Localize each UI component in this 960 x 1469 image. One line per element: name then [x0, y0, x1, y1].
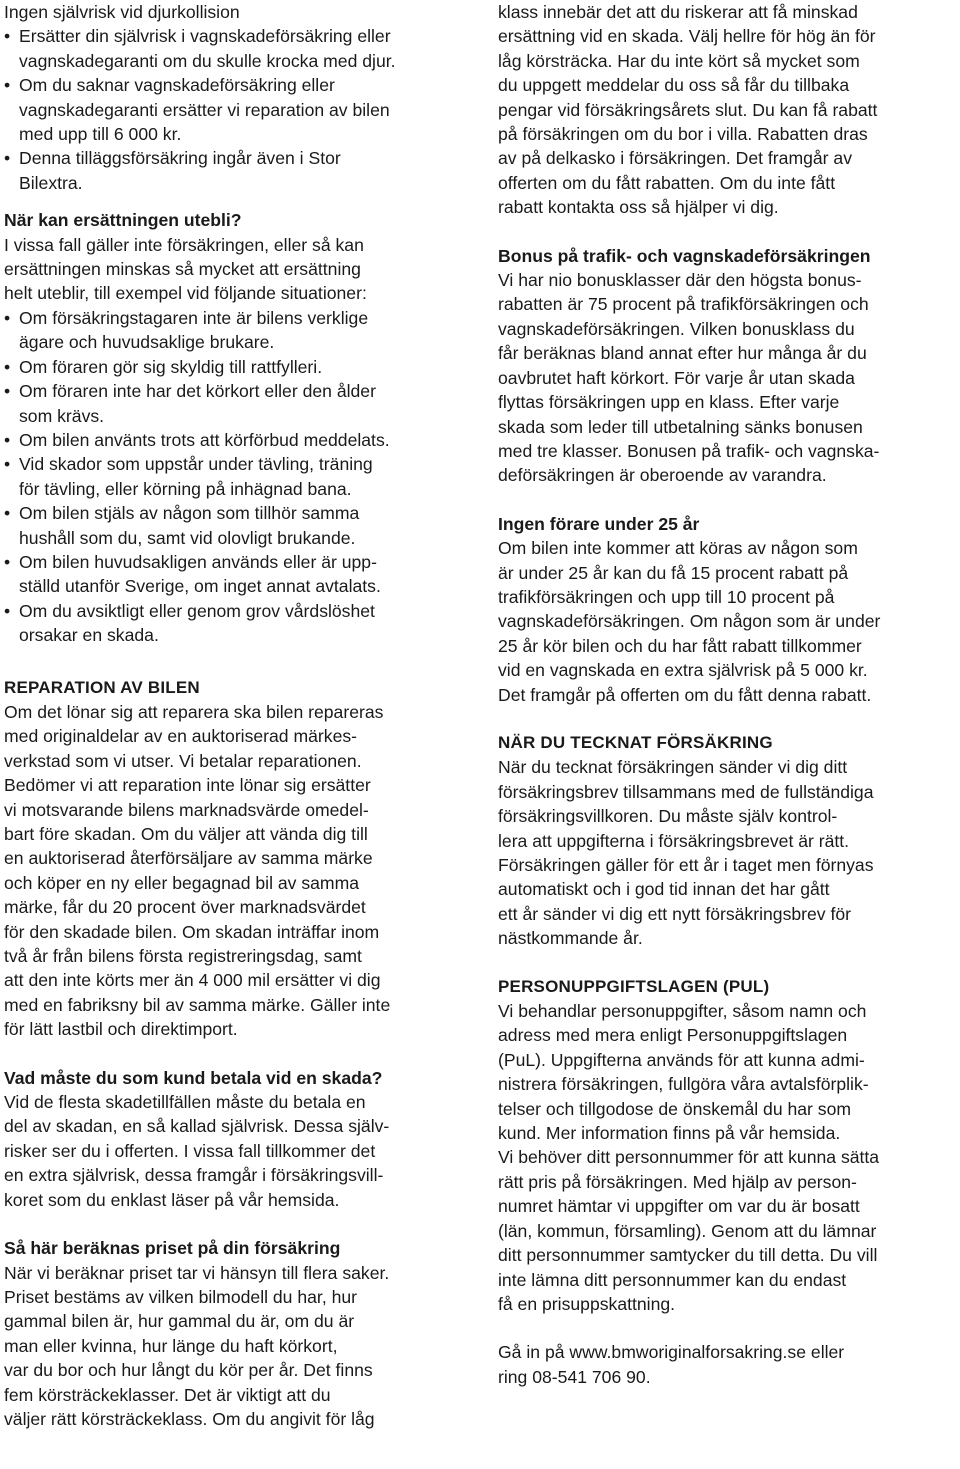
text-line: av på delkasko i försäkringen. Det framgår av — [498, 148, 852, 169]
text-line: Försäkringen gäller för ett år i taget men förnyas — [498, 855, 874, 875]
text-line: är under 25 år kan du få 15 procent rabatt på — [498, 562, 849, 583]
utebli-bullet-list — [4, 306, 474, 648]
text-line: med en fabriksny bil av samma märke. Gäller inte — [4, 994, 391, 1015]
pul-paragraph — [498, 999, 960, 1316]
continued-paragraph — [498, 0, 960, 220]
text-line: få en prisuppskattning. — [498, 1293, 676, 1314]
text-line: kund. Mer information finns på vår hemsida. — [498, 1123, 841, 1144]
text-line: Det framgår på offerten om du fått denna rabatt. — [498, 684, 872, 705]
utebli-paragraph — [4, 233, 474, 306]
bullet-line — [4, 306, 474, 330]
bullet-dot-icon: • — [4, 503, 11, 524]
text-line: vagnskadeförsäkringen. Om någon som är under — [498, 611, 881, 632]
text-line: 25 år kör bilen och du har fått rabatt tillkommer — [498, 635, 862, 656]
text-line: gammal bilen är, hur gammal du är, om du är — [4, 1311, 355, 1332]
reparation-heading: REPARATION AV BILEN — [4, 677, 200, 697]
text-line: ett år sänder vi dig ett nytt försäkringsbrev för — [498, 903, 852, 924]
bullet-line — [4, 24, 474, 48]
bullet-continuation: vagnskadegaranti ersätter vi reparation av bilen — [19, 99, 390, 120]
text-line: (PuL). Uppgifterna används för att kunna admi- — [498, 1049, 865, 1070]
text-line: Vi behöver ditt personnummer för att kunna sätta — [498, 1147, 880, 1168]
text-line: deförsäkringen är oberoende av varandra. — [498, 465, 827, 486]
text-line: att den inte körts mer än 4 000 mil ersätter vi dig — [4, 970, 381, 991]
bullet-continuation: med upp till 6 000 kr. — [19, 124, 182, 145]
bullet-dot-icon: • — [4, 429, 11, 450]
text-line: flyttas försäkringen upp en klass. Efter varje — [498, 392, 840, 413]
forare-heading: Ingen förare under 25 år — [498, 513, 700, 534]
text-line: rätt pris på försäkringen. Med hjälp av person- — [498, 1171, 857, 1192]
bonus-heading: Bonus på trafik- och vagnskadeförsäkringen — [498, 245, 871, 266]
bullet-dot-icon: • — [4, 75, 11, 96]
text-line: trafikförsäkringen och upp till 10 procent på — [498, 586, 835, 607]
tecknat-paragraph — [498, 755, 960, 950]
text-line: bart före skadan. Om du väljer att vända dig till — [4, 824, 368, 844]
text-line: märke, får du 20 procent över marknadsvärdet — [4, 897, 366, 918]
bullet-text: Om bilen huvudsakligen används eller är upp- — [19, 551, 377, 572]
text-line: fem körsträckeklasser. Det är viktigt att du — [4, 1384, 331, 1405]
text-line: rabatten är 75 procent på trafikförsäkringen och — [498, 294, 869, 315]
bullet-dot-icon: • — [4, 381, 11, 402]
bullet-text: Om du saknar vagnskadeförsäkring eller — [19, 75, 335, 96]
text-line: ersättning vid en skada. Välj hellre för hög än för — [498, 26, 876, 47]
text-line: en auktoriserad återförsäljare av samma märke — [4, 848, 373, 869]
bullet-item — [4, 428, 474, 452]
bullet-dot-icon: • — [4, 600, 11, 621]
bullet-item — [4, 355, 474, 379]
left-column — [4, 0, 474, 1431]
text-line: Priset bestäms av vilken bilmodell du har, hur — [4, 1286, 358, 1307]
text-line: automatiskt och i god tid innan det har gått — [498, 879, 830, 900]
bullet-text: Om bilen använts trots att körförbud meddelats. — [19, 429, 390, 450]
text-line: lera att uppgifterna i försäkringsbrevet är rätt. — [498, 830, 850, 851]
bullet-dot-icon: • — [4, 551, 11, 572]
text-line: Vi har nio bonusklasser där den högsta bonus- — [498, 270, 862, 291]
text-line: vi motsvarande bilens marknadsvärde omedel- — [4, 799, 369, 820]
text-line: oavbrutet haft körkort. För varje år utan skada — [498, 367, 855, 388]
text-line: försäkringsbrev tillsammans med de fullständiga — [498, 781, 874, 802]
bullet-continuation: som krävs. — [19, 405, 105, 426]
text-line: inte lämna ditt personnummer kan du endast — [498, 1269, 847, 1290]
text-line: väljer rätt körsträckeklass. Om du angivit för låg — [4, 1408, 375, 1429]
text-line: ersättningen minskas så mycket att ersättning — [4, 259, 361, 280]
text-line: var du bor och hur långt du kör per år. Det finns — [4, 1360, 373, 1381]
bullet-text: Om du avsiktligt eller genom grov vårdslöshet — [19, 600, 375, 621]
bullet-item — [4, 146, 474, 195]
bullet-text: Ersätter din självrisk i vagnskadeförsäkring eller — [19, 26, 391, 47]
text-line: risker ser du i offerten. I vissa fall tillkommer det — [4, 1140, 376, 1161]
text-line: adress med mera enligt Personuppgiftslagen — [498, 1025, 848, 1046]
text-line: två år från bilens första registreringsdag, samt — [4, 946, 362, 967]
bullet-item — [4, 24, 474, 73]
betala-paragraph — [4, 1090, 474, 1212]
bullet-item — [4, 550, 474, 599]
text-line: du uppgett meddelar du oss så får du tillbaka — [498, 75, 850, 96]
text-line: koret som du enklast läser på vår hemsida. — [4, 1189, 340, 1210]
contact-paragraph — [498, 1340, 960, 1389]
text-line: vid en vagnskada en extra självrisk på 5 000 kr. — [498, 660, 868, 681]
bullet-text: Om föraren inte har det körkort eller den ålder — [19, 381, 376, 402]
text-line: ring 08-541 706 90. — [498, 1366, 651, 1387]
bullet-line — [4, 550, 474, 574]
bullet-item — [4, 379, 474, 428]
forare-paragraph — [498, 536, 960, 707]
text-line: med tre klasser. Bonusen på trafik- och vagnska- — [498, 440, 880, 461]
text-line: klass innebär det att du riskerar att få minskad — [498, 2, 858, 22]
text-line: och köper en ny eller begagnad bil av samma — [4, 872, 360, 893]
text-line: Om det lönar sig att reparera ska bilen repareras — [4, 701, 384, 722]
bullet-continuation: för tävling, eller körning på inhägnad bana. — [19, 478, 352, 499]
text-line: för den skadade bilen. Om skadan inträffar inom — [4, 921, 380, 942]
text-line: försäkringsvillkoren. Du måste själv kontrol- — [498, 806, 838, 827]
text-line: telser och tillgodose de önskemål du har som — [498, 1098, 852, 1119]
text-line: offerten om du fått rabatten. Om du inte fått — [498, 172, 836, 193]
bullet-dot-icon: • — [4, 148, 11, 169]
text-line: del av skadan, en så kallad självrisk. Dessa själv- — [4, 1116, 390, 1137]
bullet-continuation: hushåll som du, samt vid olovligt brukande. — [19, 527, 356, 548]
text-line: Om bilen inte kommer att köras av någon som — [498, 538, 858, 559]
text-line: När vi beräknar priset tar vi hänsyn till flera saker. — [4, 1262, 390, 1283]
text-line: låg körsträcka. Har du inte kört så mycket som — [498, 50, 860, 71]
bullet-continuation: orsakar en skada. — [19, 625, 159, 646]
bullet-text: Denna tilläggsförsäkring ingår även i Stor — [19, 148, 341, 169]
bullet-continuation: ställd utanför Sverige, om inget annat avtalats. — [19, 576, 381, 597]
bullet-line — [4, 428, 474, 452]
text-line: I vissa fall gäller inte försäkringen, eller så kan — [4, 234, 364, 255]
text-line: Gå in på www.bmworiginalforsakring.se eller — [498, 1342, 845, 1363]
pul-heading: PERSONUPPGIFTSLAGEN (PUL) — [498, 976, 770, 996]
text-line: ditt personnummer samtycker du till detta. Du vill — [498, 1245, 878, 1266]
text-line: När du tecknat försäkringen sänder vi dig ditt — [498, 757, 848, 778]
betala-heading: Vad måste du som kund betala vid en skada? — [4, 1067, 383, 1088]
right-column — [498, 0, 960, 1389]
bullet-item — [4, 452, 474, 501]
bullet-text: Vid skador som uppstår under tävling, träning — [19, 454, 373, 475]
intro-bullet-list — [4, 24, 474, 195]
tecknat-heading: NÄR DU TECKNAT FÖRSÄKRING — [498, 732, 773, 752]
bullet-continuation: Bilextra. — [19, 172, 83, 193]
bullet-line — [4, 452, 474, 476]
bullet-text: Om försäkringstagaren inte är bilens verklige — [19, 307, 369, 328]
utebli-heading: När kan ersättningen utebli? — [4, 210, 242, 231]
bullet-dot-icon: • — [4, 307, 11, 328]
text-line: Vi behandlar personuppgifter, såsom namn och — [498, 1001, 867, 1022]
bullet-dot-icon: • — [4, 26, 11, 47]
bullet-line — [4, 73, 474, 97]
bullet-item — [4, 599, 474, 648]
text-line: nistrera försäkringen, fullgöra våra avtalsförplik- — [498, 1074, 869, 1095]
intro-heading: Ingen självrisk vid djurkollision — [4, 2, 240, 22]
bullet-line — [4, 501, 474, 525]
text-line: Bedömer vi att reparation inte lönar sig ersätter — [4, 775, 371, 796]
text-line: helt uteblir, till exempel vid följande situationer: — [4, 283, 367, 304]
pris-paragraph — [4, 1261, 474, 1432]
text-line: vagnskadeförsäkringen. Vilken bonusklass du — [498, 318, 855, 339]
text-line: en extra självrisk, dessa framgår i försäkringsvill- — [4, 1165, 384, 1186]
text-line: verkstad som vi utser. Vi betalar reparationen. — [4, 750, 362, 771]
bullet-item — [4, 306, 474, 355]
bullet-line — [4, 355, 474, 379]
bullet-line — [4, 599, 474, 623]
text-line: på försäkringen om du bor i villa. Rabatten dras — [498, 124, 868, 145]
reparation-paragraph — [4, 700, 474, 1042]
text-line: skada som leder till utbetalning sänks bonusen — [498, 416, 863, 437]
bullet-line — [4, 146, 474, 170]
text-line: rabatt kontakta oss så hjälper vi dig. — [498, 197, 779, 218]
text-line: får beräknas bland annat efter hur många år du — [498, 343, 867, 364]
bullet-continuation: vagnskadegaranti om du skulle krocka med djur. — [19, 50, 396, 71]
bonus-paragraph — [498, 268, 960, 488]
text-line: numret hämtar vi uppgifter om var du är bosatt — [498, 1196, 860, 1217]
text-line: pengar vid försäkringsårets slut. Du kan få rabatt — [498, 99, 878, 120]
bullet-text: Om bilen stjäls av någon som tillhör samma — [19, 503, 360, 524]
bullet-line — [4, 379, 474, 403]
bullet-text: Om föraren gör sig skyldig till rattfylleri. — [19, 356, 323, 377]
bullet-continuation: ägare och huvudsaklige brukare. — [19, 332, 275, 353]
text-line: för lätt lastbil och direktimport. — [4, 1019, 238, 1040]
pris-heading: Så här beräknas priset på din försäkring — [4, 1238, 341, 1259]
bullet-item — [4, 501, 474, 550]
text-line: Vid de flesta skadetillfällen måste du betala en — [4, 1092, 366, 1113]
text-line: nästkommande år. — [498, 928, 643, 949]
text-line: man eller kvinna, hur länge du haft körkort, — [4, 1335, 338, 1356]
bullet-dot-icon: • — [4, 454, 11, 475]
bullet-dot-icon: • — [4, 356, 11, 377]
text-line: med originaldelar av en auktoriserad märkes- — [4, 726, 358, 747]
bullet-item — [4, 73, 474, 146]
text-line: (län, kommun, församling). Genom att du lämnar — [498, 1220, 877, 1241]
